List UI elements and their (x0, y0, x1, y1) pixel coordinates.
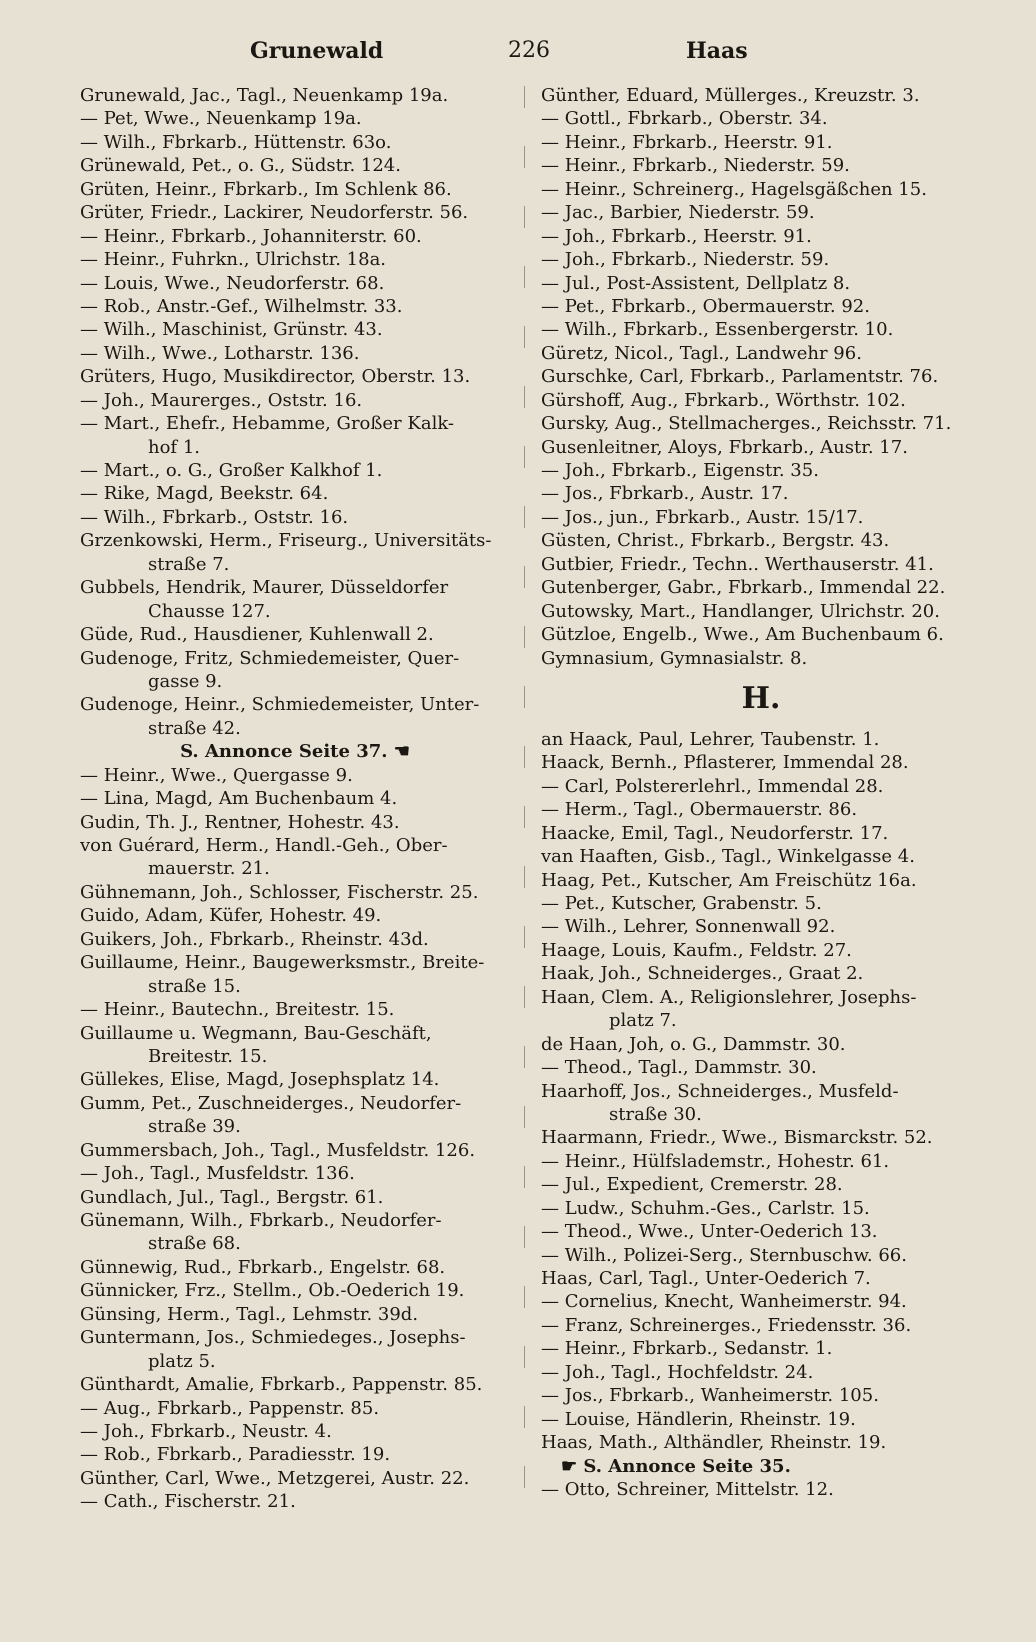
entry-text: van Haaften, Gisb., Tagl., Winkelgasse 4. (541, 846, 915, 868)
entry-text: — Jos., Fbrkarb., Wanheimerstr. 105. (541, 1385, 879, 1407)
directory-entry (541, 1197, 981, 1220)
entry-text: von Guérard, Herm., Handl.-Geh., Ober- (80, 835, 448, 856)
entry-text: — Joh., Fbrkarb., Niederstr. 59. (541, 249, 830, 271)
directory-entry (80, 506, 510, 529)
directory-entry (80, 811, 510, 834)
entry-text: — Pet., Kutscher, Grabenstr. 5. (541, 893, 822, 914)
entry-text: Chausse 127. (148, 600, 271, 622)
directory-entry (80, 107, 510, 130)
entry-text: Grüten, Heinr., Fbrkarb., Im Schlenk 86. (80, 178, 452, 200)
entry-text: Gutenberger, Gabr., Fbrkarb., Immendal 22. (541, 577, 946, 599)
directory-entry (80, 1256, 510, 1279)
directory-entry (541, 1431, 981, 1454)
directory-entry (541, 506, 981, 529)
entry-text: — Wilh., Fbrkarb., Essenbergerstr. 10. (541, 319, 894, 341)
entry-text: Gumm, Pet., Zuschneiderges., Neudorfer- (80, 1092, 462, 1114)
directory-entry (80, 553, 510, 576)
directory-entry (541, 1056, 981, 1079)
entry-text: — Lina, Magd, Am Buchenbaum 4. (80, 788, 398, 810)
entry-text: — Mart., Ehefr., Hebamme, Großer Kalk- (80, 413, 454, 435)
directory-entry (541, 962, 981, 985)
directory-entry (541, 553, 981, 576)
directory-entry (80, 1162, 510, 1185)
entry-text: — Jac., Barbier, Niederstr. 59. (541, 202, 815, 224)
entry-text: — Franz, Schreinerges., Friedensstr. 36. (541, 1314, 912, 1336)
directory-entry (541, 728, 981, 751)
entry-text: gasse 9. (148, 670, 223, 692)
entry-text: Güllekes, Elise, Magd, Josephsplatz 14. (80, 1069, 440, 1091)
directory-entry (541, 986, 981, 1009)
entry-text: — Joh., Tagl., Hochfeldstr. 24. (541, 1361, 814, 1383)
directory-entry (541, 1103, 981, 1126)
entry-text: Grüter, Friedr., Lackirer, Neudorferstr. 56. (80, 202, 469, 224)
entry-text: Haarhoff, Jos., Schneiderges., Musfeld- (541, 1080, 899, 1102)
directory-entry (80, 1279, 510, 1302)
entry-text: — Joh., Fbrkarb., Neustr. 4. (80, 1420, 332, 1442)
entry-text: Günther, Carl, Wwe., Metzgerei, Austr. 22. (80, 1467, 470, 1489)
entry-text: Güsten, Christ., Fbrkarb., Bergstr. 43. (541, 530, 890, 552)
directory-entry (541, 412, 981, 435)
entry-text: — Joh., Fbrkarb., Eigenstr. 35. (541, 460, 819, 481)
entry-text: — Rob., Fbrkarb., Paradiesstr. 19. (80, 1444, 391, 1466)
entry-text: — Joh., Tagl., Musfeldstr. 136. (80, 1163, 355, 1185)
directory-entry (80, 1303, 510, 1326)
entry-text: Haarmann, Friedr., Wwe., Bismarckstr. 52. (541, 1127, 933, 1149)
entry-text: — Pet, Wwe., Neuenkamp 19a. (80, 108, 362, 130)
directory-entry (541, 775, 981, 798)
entry-text: — Pet., Fbrkarb., Obermauerstr. 92. (541, 295, 870, 317)
directory-entry (541, 1150, 981, 1173)
entry-text: Guntermann, Jos., Schmiedeges., Josephs- (80, 1327, 466, 1349)
entry-text: straße 68. (148, 1233, 241, 1255)
directory-entry (80, 318, 510, 341)
entry-text: Grüters, Hugo, Musikdirector, Oberstr. 13. (80, 366, 471, 388)
directory-entry (80, 1022, 510, 1045)
entry-text: Günthardt, Amalie, Fbrkarb., Pappenstr. 85. (80, 1374, 483, 1396)
entry-text: Gymnasium, Gymnasialstr. 8. (541, 647, 808, 669)
entry-text: — Jul., Post-Assistent, Dellplatz 8. (541, 272, 851, 294)
directory-entry (80, 1186, 510, 1209)
directory-entry (541, 1009, 981, 1032)
directory-entry (80, 365, 510, 388)
directory-entry (80, 131, 510, 154)
entry-text: — Wilh., Lehrer, Sonnenwall 92. (541, 916, 836, 938)
entry-text: Gützloe, Engelb., Wwe., Am Buchenbaum 6. (541, 624, 944, 646)
header-left-keyword: Grunewald (250, 38, 384, 64)
directory-entry (541, 131, 981, 154)
entry-text: straße 7. (148, 553, 230, 575)
directory-entry (541, 1033, 981, 1056)
directory-entry (541, 751, 981, 774)
directory-entry (541, 1408, 981, 1431)
entry-text: Gühnemann, Joh., Schlosser, Fischerstr. 25. (80, 881, 479, 903)
entry-text: ☛ S. Annonce Seite 35. (561, 1455, 791, 1477)
directory-entry (80, 576, 510, 599)
entry-text: — Rob., Anstr.-Gef., Wilhelmstr. 33. (80, 295, 403, 317)
entry-text: — Wilh., Fbrkarb., Hüttenstr. 63o. (80, 131, 392, 153)
directory-entry (541, 318, 981, 341)
directory-entry (80, 693, 510, 716)
entry-text: Günemann, Wilh., Fbrkarb., Neudorfer- (80, 1210, 442, 1231)
entry-text: — Heinr., Bautechn., Breitestr. 15. (80, 999, 395, 1021)
entry-text: — Cath., Fischerstr. 21. (80, 1491, 296, 1513)
directory-entry (541, 459, 981, 482)
annonce-note (80, 740, 510, 763)
directory-entry (541, 623, 981, 646)
directory-entry (541, 342, 981, 365)
entry-text: — Herm., Tagl., Obermauerstr. 86. (541, 799, 858, 821)
header-right-keyword: Haas (686, 38, 748, 64)
entry-text: Grunewald, Jac., Tagl., Neuenkamp 19a. (80, 85, 449, 106)
directory-entry (541, 798, 981, 821)
directory-entry (541, 365, 981, 388)
directory-entry (541, 389, 981, 412)
entry-text: Gundlach, Jul., Tagl., Bergstr. 61. (80, 1186, 384, 1208)
page-number: 226 (508, 38, 550, 63)
directory-entry (80, 1373, 510, 1396)
directory-entry (80, 436, 510, 459)
entry-text: Gurschke, Carl, Fbrkarb., Parlamentstr. 76. (541, 366, 939, 388)
directory-entry (541, 436, 981, 459)
directory-entry (80, 1209, 510, 1232)
directory-entry (80, 764, 510, 787)
entry-text: — Louise, Händlerin, Rheinstr. 19. (541, 1408, 856, 1430)
directory-entry (80, 1139, 510, 1162)
entry-text: Grünewald, Pet., o. G., Südstr. 124. (80, 155, 401, 177)
entry-text: H. (741, 681, 781, 717)
directory-entry (541, 869, 981, 892)
entry-text: — Heinr., Schreinerg., Hagelsgäßchen 15. (541, 178, 927, 200)
entry-text: Gudenoge, Heinr., Schmiedemeister, Unter- (80, 694, 480, 716)
entry-text: — Otto, Schreiner, Mittelstr. 12. (541, 1478, 834, 1500)
directory-entry (80, 342, 510, 365)
directory-entry (541, 845, 981, 868)
entry-text: — Heinr., Fbrkarb., Sedanstr. 1. (541, 1338, 833, 1360)
entry-text: hof 1. (148, 436, 200, 458)
directory-entry (80, 1232, 510, 1255)
directory-entry (80, 647, 510, 670)
entry-text: straße 30. (609, 1103, 702, 1125)
entry-text: Gudin, Th. J., Rentner, Hohestr. 43. (80, 811, 400, 833)
directory-entry (541, 295, 981, 318)
entry-text: Haas, Math., Althändler, Rheinstr. 19. (541, 1432, 887, 1454)
entry-text: — Theod., Tagl., Dammstr. 30. (541, 1057, 817, 1079)
entry-text: — Joh., Maurerges., Oststr. 16. (80, 389, 363, 411)
entry-text: Güretz, Nicol., Tagl., Landwehr 96. (541, 342, 862, 364)
column-divider (524, 86, 525, 1526)
annonce-note (541, 1455, 981, 1478)
entry-text: — Carl, Polstererlehrl., Immendal 28. (541, 775, 884, 797)
directory-entry (80, 717, 510, 740)
entry-text: Haag, Pet., Kutscher, Am Freischütz 16a. (541, 869, 917, 891)
directory-entry (541, 272, 981, 295)
entry-text: — Heinr., Hülfslademstr., Hohestr. 61. (541, 1150, 890, 1172)
entry-text: Gudenoge, Fritz, Schmiedemeister, Quer- (80, 647, 460, 669)
directory-entry (80, 154, 510, 177)
entry-text: — Ludw., Schuhm.-Ges., Carlstr. 15. (541, 1197, 870, 1219)
left-column (80, 84, 510, 1514)
entry-text: Breitestr. 15. (148, 1045, 268, 1067)
entry-text: straße 42. (148, 717, 241, 739)
entry-text: Gursky, Aug., Stellmacherges., Reichsstr. 71. (541, 413, 952, 435)
directory-entry (80, 1467, 510, 1490)
directory-entry (541, 154, 981, 177)
directory-entry (541, 1337, 981, 1360)
directory-entry (80, 1490, 510, 1513)
directory-entry (80, 482, 510, 505)
directory-entry (80, 225, 510, 248)
entry-text: S. Annonce Seite 37. ☚ (180, 741, 410, 763)
entry-text: — Jos., jun., Fbrkarb., Austr. 15/17. (541, 506, 864, 528)
entry-text: Güde, Rud., Hausdiener, Kuhlenwall 2. (80, 624, 434, 646)
entry-text: Gürshoff, Aug., Fbrkarb., Wörthstr. 102. (541, 389, 906, 411)
directory-entry (541, 1267, 981, 1290)
directory-entry (80, 412, 510, 435)
directory-entry (541, 201, 981, 224)
directory-entry (80, 951, 510, 974)
entry-text: — Heinr., Fbrkarb., Heerstr. 91. (541, 131, 833, 153)
entry-text: Haack, Bernh., Pflasterer, Immendal 28. (541, 752, 909, 774)
directory-entry (541, 529, 981, 552)
directory-entry (80, 600, 510, 623)
entry-text: Haacke, Emil, Tagl., Neudorferstr. 17. (541, 822, 889, 844)
entry-text: Haan, Clem. A., Religionslehrer, Josephs- (541, 986, 917, 1008)
entry-text: Haas, Carl, Tagl., Unter-Oederich 7. (541, 1268, 871, 1289)
directory-entry (80, 459, 510, 482)
directory-entry (541, 1173, 981, 1196)
directory-entry (541, 915, 981, 938)
entry-text: — Heinr., Fbrkarb., Niederstr. 59. (541, 155, 850, 177)
directory-entry (80, 928, 510, 951)
directory-entry (80, 1443, 510, 1466)
entry-text: straße 39. (148, 1116, 241, 1138)
entry-text: Gusenleitner, Aloys, Fbrkarb., Austr. 17. (541, 436, 908, 458)
directory-entry (80, 1420, 510, 1443)
entry-text: Gummersbach, Joh., Tagl., Musfeldstr. 126. (80, 1139, 476, 1161)
entry-text: — Wilh., Polizei-Serg., Sternbuschw. 66. (541, 1244, 907, 1266)
directory-entry (80, 1397, 510, 1420)
right-column (541, 84, 981, 1501)
directory-entry (80, 1068, 510, 1091)
entry-text: Gutbier, Friedr., Techn.. Werthauserstr. 41. (541, 553, 934, 575)
directory-entry (80, 201, 510, 224)
directory-entry (80, 1350, 510, 1373)
directory-entry (80, 881, 510, 904)
entry-text: Günnewig, Rud., Fbrkarb., Engelstr. 68. (80, 1256, 446, 1278)
entry-text: Haak, Joh., Schneiderges., Graat 2. (541, 963, 864, 985)
entry-text: — Jos., Fbrkarb., Austr. 17. (541, 483, 789, 505)
directory-entry (80, 1115, 510, 1138)
entry-text: — Louis, Wwe., Neudorferstr. 68. (80, 272, 385, 294)
directory-entry (541, 1384, 981, 1407)
directory-entry (80, 998, 510, 1021)
entry-text: platz 7. (609, 1010, 677, 1032)
directory-entry (80, 787, 510, 810)
directory-entry (80, 529, 510, 552)
directory-entry (80, 272, 510, 295)
directory-entry (541, 1080, 981, 1103)
entry-text: Günther, Eduard, Müllerges., Kreuzstr. 3. (541, 85, 920, 106)
directory-entry (541, 576, 981, 599)
entry-text: — Wilh., Wwe., Lotharstr. 136. (80, 342, 360, 364)
page-header (80, 30, 992, 70)
directory-entry (541, 107, 981, 130)
entry-text: an Haack, Paul, Lehrer, Taubenstr. 1. (541, 728, 880, 750)
entry-text: straße 15. (148, 975, 241, 997)
directory-entry (80, 1092, 510, 1115)
directory-entry (80, 295, 510, 318)
entry-text: Gutowsky, Mart., Handlanger, Ulrichstr. 20. (541, 600, 940, 622)
directory-entry (541, 1126, 981, 1149)
entry-text: Guido, Adam, Küfer, Hohestr. 49. (80, 905, 382, 927)
entry-text: — Joh., Fbrkarb., Heerstr. 91. (541, 225, 812, 247)
entry-text: Grzenkowski, Herm., Friseurg., Universitäts- (80, 530, 492, 552)
entry-text: — Heinr., Wwe., Quergasse 9. (80, 764, 353, 786)
entry-text: — Aug., Fbrkarb., Pappenstr. 85. (80, 1397, 380, 1419)
directory-entry (541, 84, 981, 107)
directory-entry (541, 600, 981, 623)
entry-text: — Rike, Magd, Beekstr. 64. (80, 483, 329, 505)
directory-entry (80, 1045, 510, 1068)
directory-entry (80, 248, 510, 271)
entry-text: — Heinr., Fbrkarb., Johanniterstr. 60. (80, 225, 422, 247)
entry-text: mauerstr. 21. (148, 858, 270, 880)
directory-entry (541, 1220, 981, 1243)
directory-entry (541, 225, 981, 248)
entry-text: — Mart., o. G., Großer Kalkhof 1. (80, 460, 383, 481)
directory-entry (80, 623, 510, 646)
entry-text: — Jul., Expedient, Cremerstr. 28. (541, 1174, 843, 1196)
entry-text: Guillaume u. Wegmann, Bau-Geschäft, (80, 1022, 432, 1044)
entry-text: — Cornelius, Knecht, Wanheimerstr. 94. (541, 1291, 907, 1313)
directory-entry (541, 1361, 981, 1384)
directory-entry (80, 178, 510, 201)
entry-text: — Gottl., Fbrkarb., Oberstr. 34. (541, 108, 828, 130)
directory-entry (541, 1244, 981, 1267)
directory-entry (80, 975, 510, 998)
directory-entry (541, 248, 981, 271)
entry-text: Guillaume, Heinr., Baugewerksmstr., Breite- (80, 952, 485, 974)
directory-entry (541, 892, 981, 915)
directory-entry (80, 904, 510, 927)
directory-entry (541, 482, 981, 505)
directory-entry (541, 1314, 981, 1337)
entry-text: de Haan, Joh, o. G., Dammstr. 30. (541, 1033, 846, 1055)
directory-entry (80, 1326, 510, 1349)
entry-text: — Wilh., Fbrkarb., Oststr. 16. (80, 506, 349, 528)
directory-entry (541, 1290, 981, 1313)
entry-text: — Theod., Wwe., Unter-Oederich 13. (541, 1221, 878, 1243)
entry-text: Haage, Louis, Kaufm., Feldstr. 27. (541, 939, 852, 961)
directory-entry (80, 84, 510, 107)
directory-entry (541, 647, 981, 670)
directory-entry (80, 670, 510, 693)
entry-text: platz 5. (148, 1350, 216, 1372)
directory-entry (80, 857, 510, 880)
entry-text: Günsing, Herm., Tagl., Lehmstr. 39d. (80, 1303, 419, 1325)
entry-text: — Heinr., Fuhrkn., Ulrichstr. 18a. (80, 249, 387, 271)
entry-text: Guikers, Joh., Fbrkarb., Rheinstr. 43d. (80, 928, 429, 950)
directory-entry (80, 389, 510, 412)
entry-text: Gubbels, Hendrik, Maurer, Düsseldorfer (80, 577, 449, 599)
directory-entry (541, 1478, 981, 1501)
section-letter (541, 670, 981, 728)
directory-entry (541, 939, 981, 962)
entry-text: — Wilh., Maschinist, Grünstr. 43. (80, 319, 383, 341)
entry-text: Günnicker, Frz., Stellm., Ob.-Oederich 19. (80, 1280, 465, 1302)
directory-entry (541, 822, 981, 845)
directory-entry (80, 834, 510, 857)
directory-entry (541, 178, 981, 201)
